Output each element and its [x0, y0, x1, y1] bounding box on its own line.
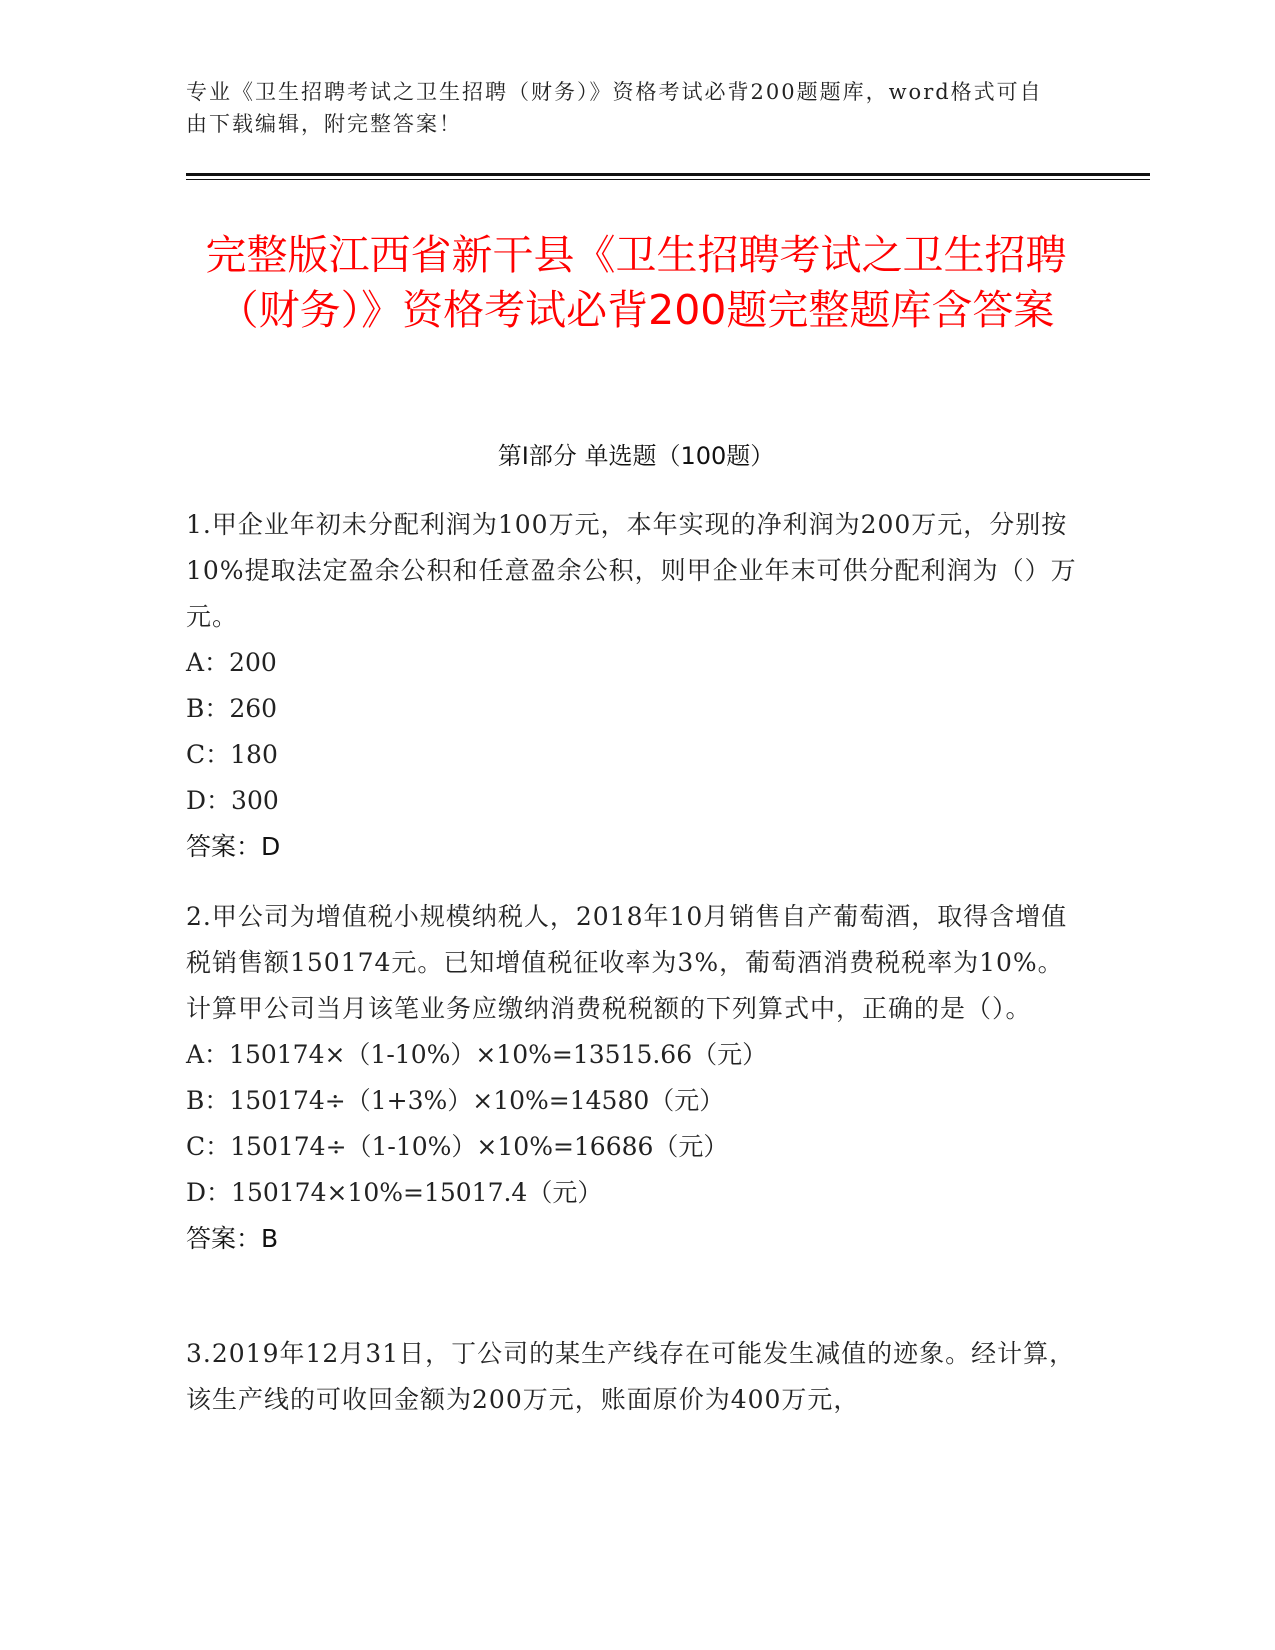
option-c: C：180 [186, 740, 278, 769]
option-b: B：150174÷（1+3%）×10%=14580（元） [186, 1086, 725, 1115]
question-1 [186, 502, 1086, 870]
option-a: A：200 [186, 648, 277, 677]
option-a: A：150174×（1-10%）×10%=13515.66（元） [186, 1040, 768, 1069]
option-c: C：150174÷（1-10%）×10%=16686（元） [186, 1132, 729, 1161]
header-note: 专业《卫生招聘考试之卫生招聘（财务）》资格考试必背200题题库，word格式可自由下载编辑，附完整答案！ [186, 80, 1043, 136]
header-rule-thick [186, 173, 1150, 176]
question-3 [186, 1331, 1086, 1423]
question-stem: 2.甲公司为增值税小规模纳税人，2018年10月销售自产葡萄酒，取得含增值税销售额150174元。已知增值税征收率为3%，葡萄酒消费税税率为10%。计算甲公司当月该笔业务应缴纳消费税税额的下列算式中，正确的是（）。 [186, 902, 1068, 1023]
header-rule-thin [186, 179, 1150, 180]
question-2 [186, 894, 1086, 1262]
option-d: D：150174×10%=15017.4（元） [186, 1178, 603, 1207]
option-d: D：300 [186, 786, 279, 815]
section-heading: 第Ⅰ部分 单选题（100题） [497, 442, 775, 470]
option-b: B：260 [186, 694, 278, 723]
question-stem: 3.2019年12月31日，丁公司的某生产线存在可能发生减值的迹象。经计算，该生产线的可收回金额为200万元，账面原价为400万元， [186, 1339, 1076, 1414]
answer: 答案：D [186, 832, 281, 861]
document-title: 完整版江西省新干县《卫生招聘考试之卫生招聘（财务）》资格考试必背200题完整题库含答案 [205, 231, 1067, 334]
question-stem: 1.甲企业年初未分配利润为100万元，本年实现的净利润为200万元，分别按10%提取法定盈余公积和任意盈余公积，则甲企业年末可供分配利润为（）万元。 [186, 510, 1077, 631]
answer: 答案：B [186, 1224, 279, 1253]
